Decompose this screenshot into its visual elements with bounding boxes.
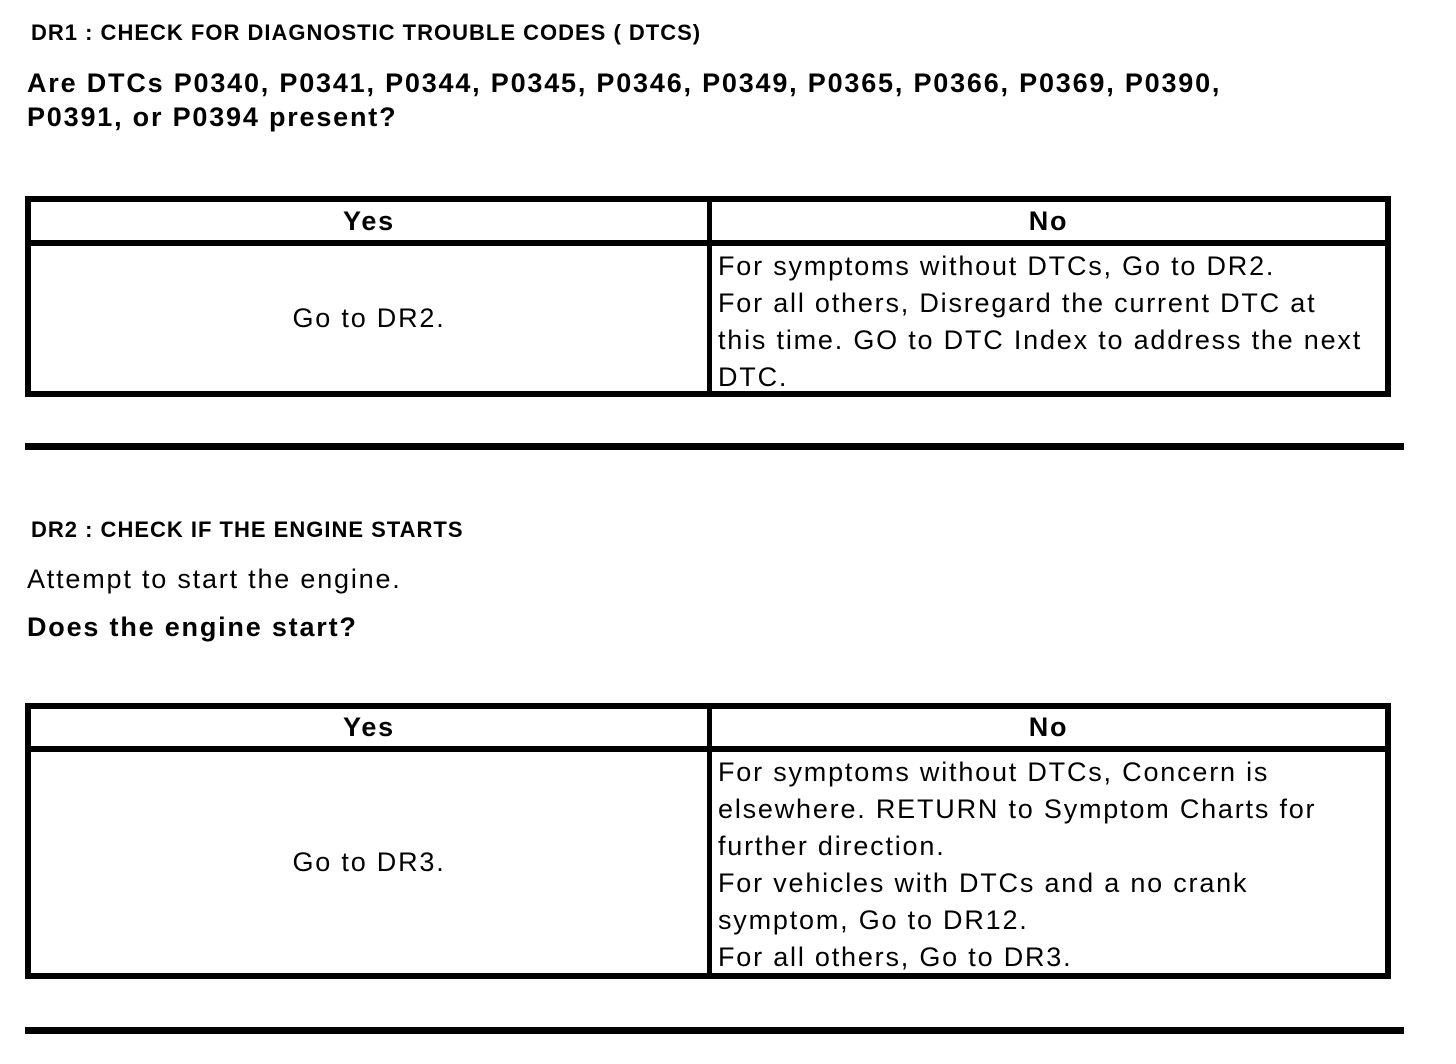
no-action-paragraph: For symptoms without DTCs, Concern is elsewhere. RETURN to Symptom Charts for further direction. [718,757,1317,861]
table-body-row [31,752,1385,973]
instruction-dr2: Attempt to start the engine. [27,564,402,594]
yes-column-header: Yes [31,709,712,746]
decision-table-dr2 [25,703,1391,979]
yes-action-cell: Go to DR3. [31,752,712,973]
question-dr1: Are DTCs P0340, P0341, P0344, P0345, P0346, P0349, P0365, P0366, P0369, P0390, P0391, or P0394 present? [27,68,1222,132]
section-divider [25,1027,1404,1034]
no-action-cell [712,752,1385,973]
no-column-header: No [1028,205,1069,236]
yes-action-cell: Go to DR2. [31,246,712,391]
decision-table-dr1 [25,196,1391,397]
table-body-row [31,246,1385,391]
section-heading-dr1: DR1 : CHECK FOR DIAGNOSTIC TROUBLE CODES ( DTCS) [31,20,702,45]
table-header-row [31,202,1385,246]
no-action-paragraph: For vehicles with DTCs and a no crank symptom, Go to DR12. [718,868,1249,935]
no-column-header: No [1028,712,1069,742]
no-action-paragraph: For all others, Go to DR3. [718,942,1073,972]
section-divider [25,443,1404,450]
no-action-paragraph: For all others, Disregard the current DTC at this time. GO to DTC Index to address the next DTC. [718,288,1363,392]
no-action-paragraph: For symptoms without DTCs, Go to DR2. [718,251,1276,281]
section-heading-dr2: DR2 : CHECK IF THE ENGINE STARTS [31,517,464,542]
no-action-cell [712,246,1385,391]
table-header-row [31,709,1385,752]
question-dr2: Does the engine start? [27,612,358,642]
yes-column-header: Yes [31,202,712,240]
